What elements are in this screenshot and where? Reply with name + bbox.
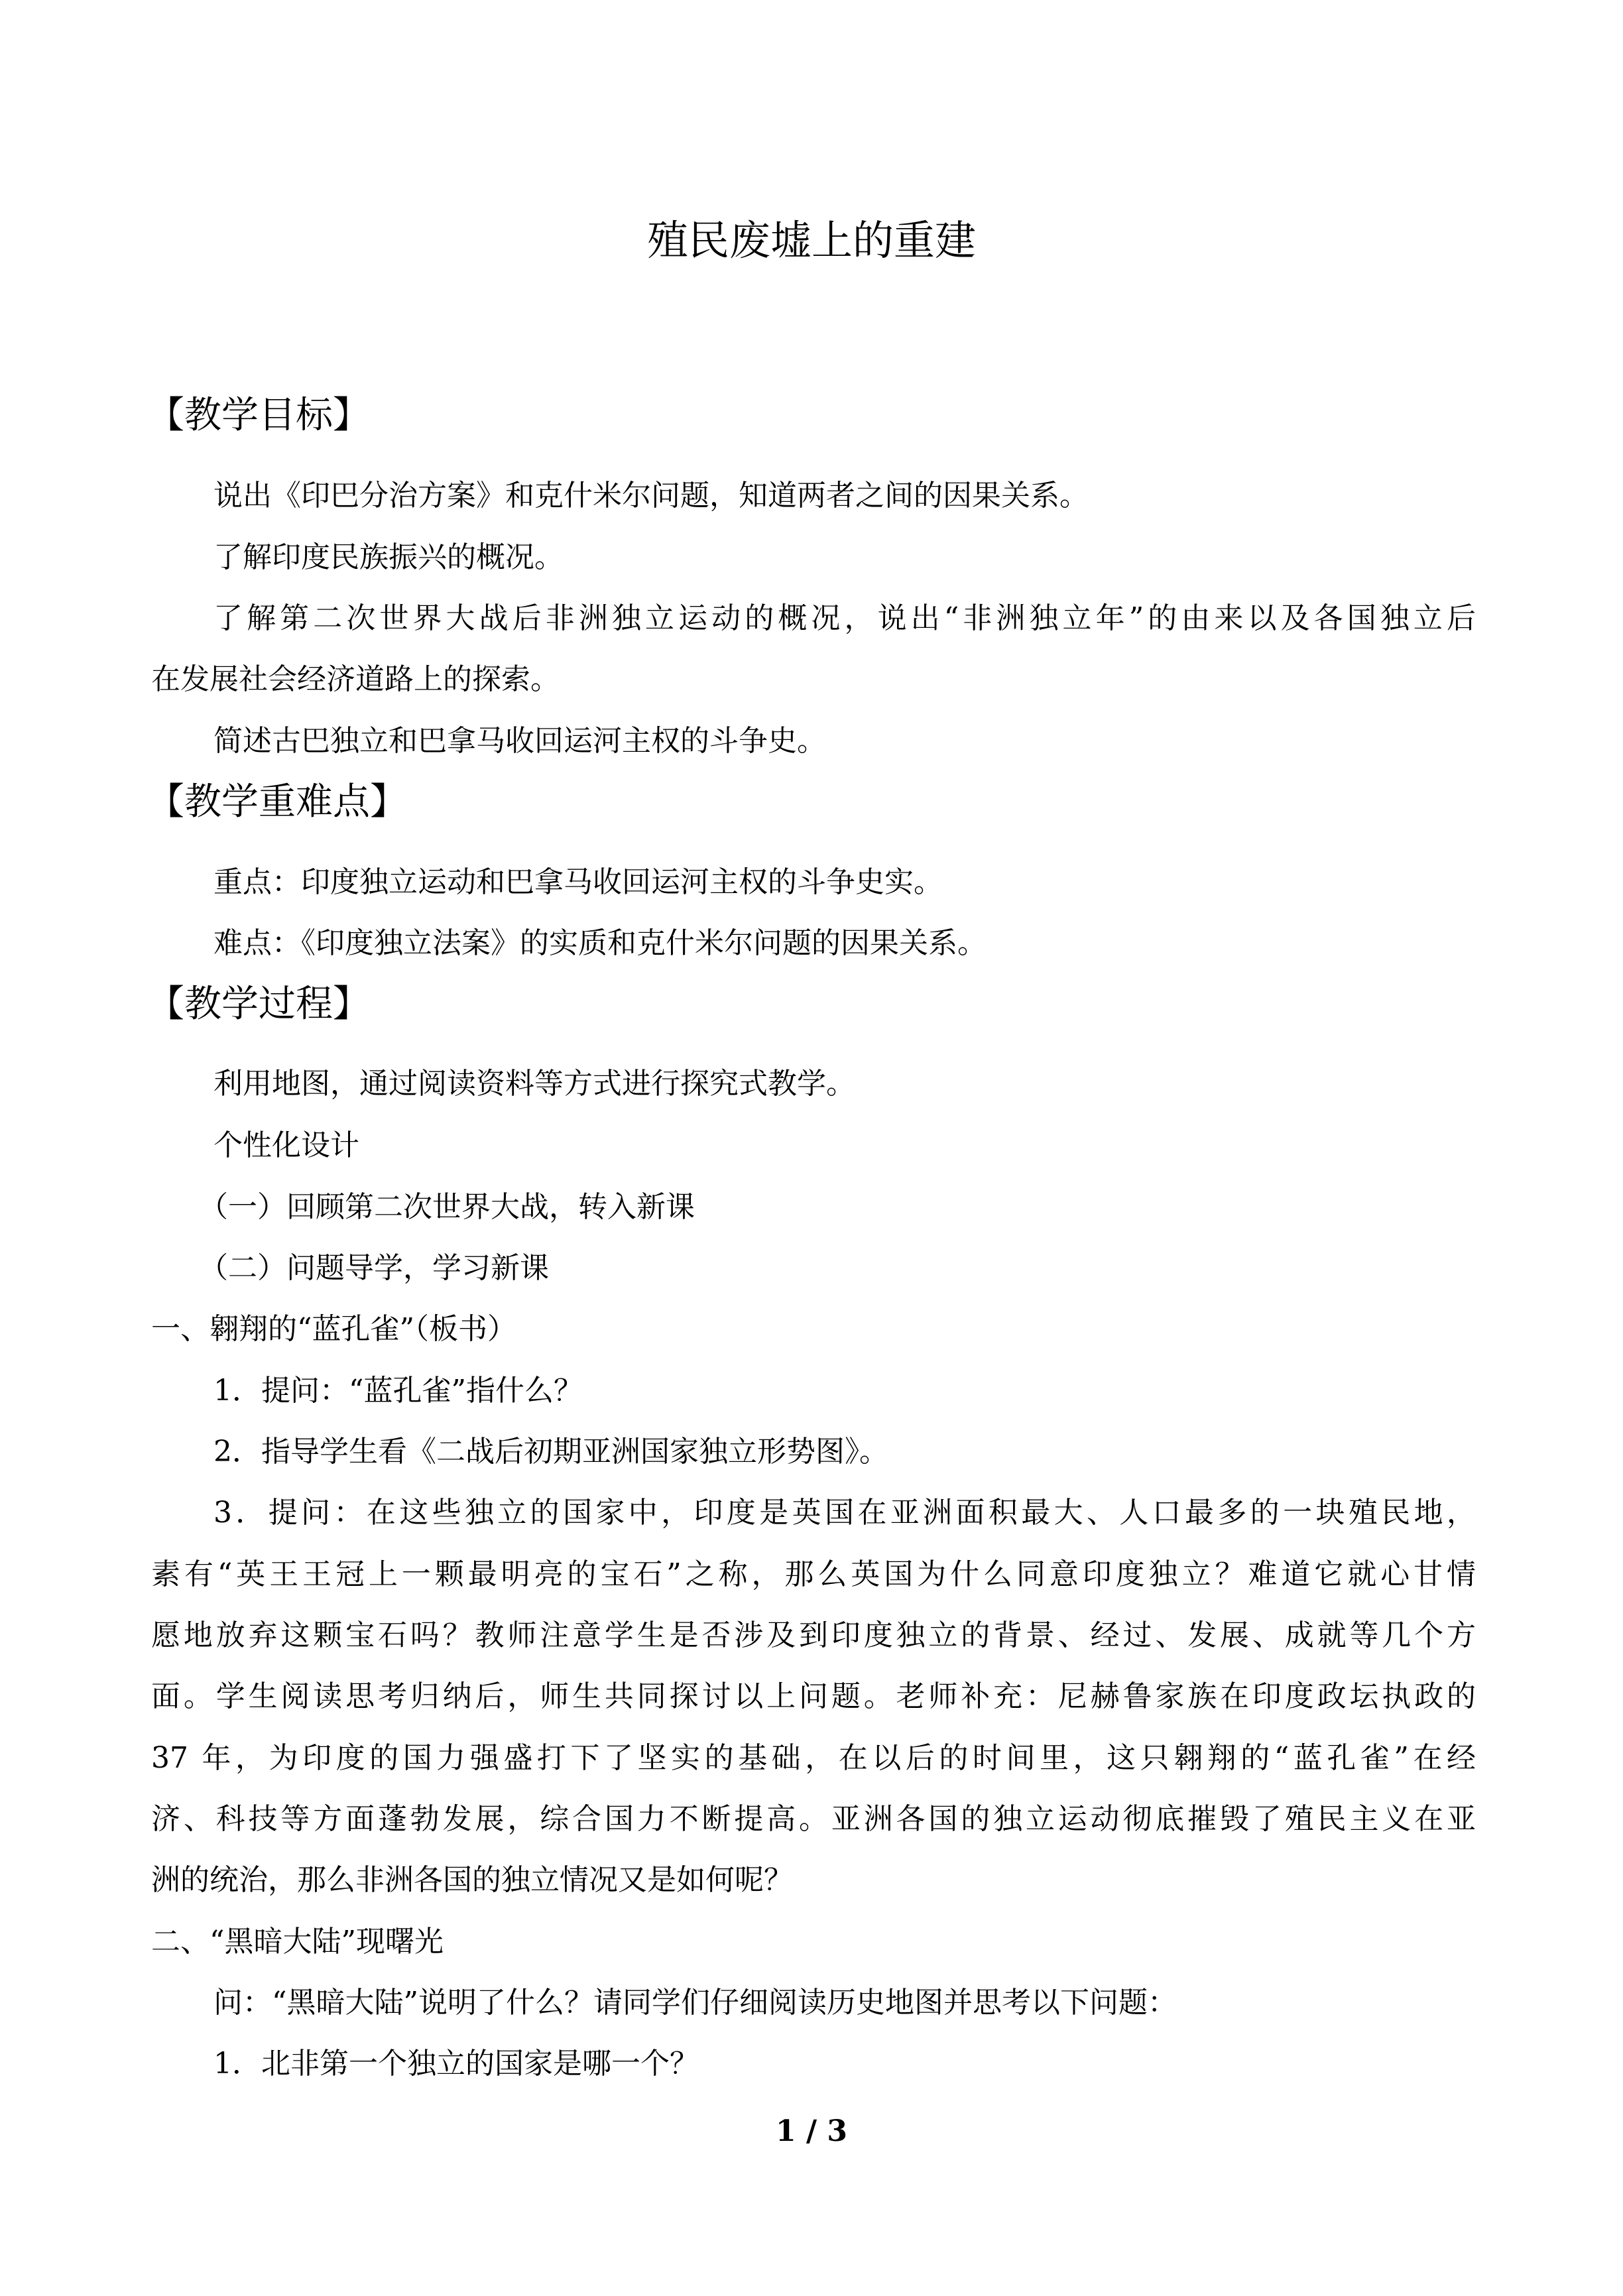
paragraph-line: 1．提问：“蓝孔雀”指什么？ bbox=[213, 1374, 583, 1408]
paragraph-line: 个性化设计 bbox=[213, 1128, 359, 1162]
section-heading-key-points: 【教学重难点】 bbox=[147, 780, 407, 823]
paragraph-line: 济、科技等方面蓬勃发展，综合国力不断提高。亚洲各国的独立运动彻底摧毁了殖民主义在亚 bbox=[151, 1802, 1476, 1836]
paragraph-line: 二、“黑暗大陆”现曙光 bbox=[151, 1925, 444, 1959]
page-title: 殖民废墟上的重建 bbox=[646, 216, 976, 265]
paragraph-line: 37 年，为印度的国力强盛打下了坚实的基础，在以后的时间里，这只翱翔的“蓝孔雀”在经 bbox=[151, 1741, 1476, 1775]
paragraph-line: 重点：印度独立运动和巴拿马收回运河主权的斗争史实。 bbox=[213, 865, 943, 899]
paragraph-line: 问：“黑暗大陆”说明了什么？请同学们仔细阅读历史地图并思考以下问题： bbox=[213, 1986, 1177, 2020]
paragraph-line: （二）问题导学，学习新课 bbox=[199, 1251, 549, 1285]
paragraph-line: 3．提问：在这些独立的国家中，印度是英国在亚洲面积最大、人口最多的一块殖民地， bbox=[213, 1496, 1476, 1530]
paragraph-line: 简述古巴独立和巴拿马收回运河主权的斗争史。 bbox=[213, 724, 826, 758]
section-heading-objectives: 【教学目标】 bbox=[147, 394, 370, 437]
paragraph-line: 一、翱翔的“蓝孔雀”（板书） bbox=[151, 1312, 516, 1346]
paragraph-line: 了解第二次世界大战后非洲独立运动的概况，说出“非洲独立年”的由来以及各国独立后 bbox=[213, 601, 1476, 635]
section-heading-process: 【教学过程】 bbox=[147, 983, 370, 1026]
paragraph-line: （一）回顾第二次世界大战，转入新课 bbox=[199, 1190, 695, 1224]
paragraph-line: 1．北非第一个独立的国家是哪一个？ bbox=[213, 2047, 699, 2081]
page-number: 1 / 3 bbox=[776, 2114, 847, 2148]
paragraph-line: 利用地图，通过阅读资料等方式进行探究式教学。 bbox=[213, 1067, 855, 1101]
paragraph-line: 了解印度民族振兴的概况。 bbox=[213, 540, 564, 574]
paragraph-line: 2．指导学生看《二战后初期亚洲国家独立形势图》。 bbox=[213, 1435, 888, 1469]
paragraph-line: 愿地放弃这颗宝石吗？教师注意学生是否涉及到印度独立的背景、经过、发展、成就等几个方 bbox=[151, 1618, 1476, 1652]
paragraph-line: 在发展社会经济道路上的探索。 bbox=[151, 662, 560, 696]
paragraph-line: 说出《印巴分治方案》和克什米尔问题，知道两者之间的因果关系。 bbox=[213, 479, 1089, 513]
paragraph-line: 难点：《印度独立法案》的实质和克什米尔问题的因果关系。 bbox=[213, 926, 987, 960]
paragraph-line: 素有“英王王冠上一颗最明亮的宝石”之称，那么英国为什么同意印度独立？难道它就心甘情 bbox=[151, 1557, 1476, 1591]
paragraph-line: 洲的统治，那么非洲各国的独立情况又是如何呢？ bbox=[151, 1863, 793, 1897]
paragraph-line: 面。学生阅读思考归纳后，师生共同探讨以上问题。老师补充：尼赫鲁家族在印度政坛执政的 bbox=[151, 1679, 1476, 1713]
